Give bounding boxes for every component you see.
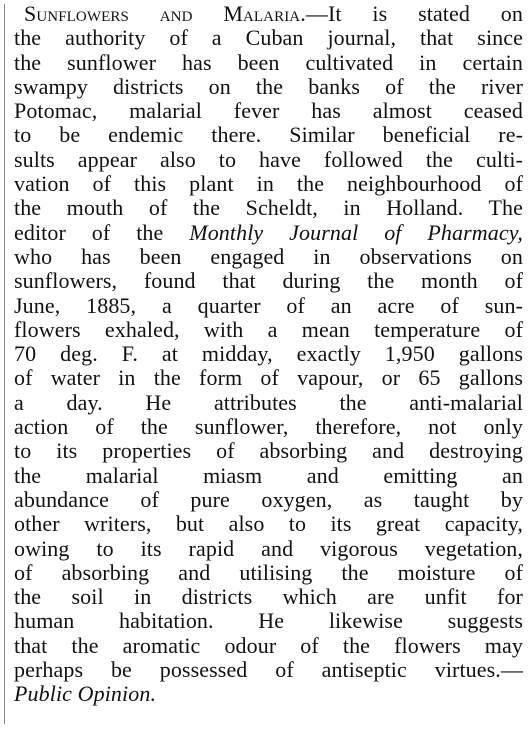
text-line: sunflowers, found that during the month of — [14, 269, 523, 294]
text-line: human habitation. He likewise suggests — [14, 609, 523, 634]
text-line: vation of this plant in the neighbourhood of — [14, 172, 523, 197]
text-line — [14, 221, 523, 245]
text-line: the soil in districts which are unfit for — [14, 585, 523, 610]
text-line: perhaps be possessed of antiseptic virtues.— — [14, 658, 523, 683]
text-line: to its properties of absorbing and destroying — [14, 439, 523, 464]
text-line: of water in the form of vapour, or 65 gallons — [14, 366, 523, 391]
text-line: the mouth of the Scheldt, in Holland. The — [14, 196, 523, 221]
text-line — [14, 682, 523, 706]
text-line: other writers, but also to its great capacity, — [14, 512, 523, 537]
text-line: to be endemic there. Similar beneficial re- — [14, 123, 523, 148]
text-line: flowers exhaled, with a mean temperature of — [14, 317, 523, 342]
journal-title: Monthly Journal of Pharmacy, — [189, 220, 523, 245]
text-line — [14, 2, 523, 26]
text-line: swampy districts on the banks of the river — [14, 74, 523, 99]
text-line: action of the sunflower, therefore, not only — [14, 415, 523, 440]
text-line: that the aromatic odour of the flowers may — [14, 633, 523, 658]
article-heading: Sunflowers and Malaria. — [24, 2, 306, 26]
text-line: the authority of a Cuban journal, that since — [14, 26, 523, 51]
text-line: 70 deg. F. at midday, exactly 1,950 gallons — [14, 342, 523, 367]
text-line: the malarial miasm and emitting an — [14, 463, 523, 488]
text-line: a day. He attributes the anti-malarial — [14, 390, 523, 415]
text-line: the sunflower has been cultivated in certain — [14, 50, 523, 75]
text-line: June, 1885, a quarter of an acre of sun- — [14, 293, 523, 318]
text-line: Potomac, malarial fever has almost ceased — [14, 99, 523, 124]
line-text: editor of the — [14, 220, 190, 245]
text-line: sults appear also to have followed the culti- — [14, 147, 523, 172]
text-line: abundance of pure oxygen, as taught by — [14, 487, 523, 512]
column-rule — [4, 4, 5, 724]
text-line: who has been engaged in observations on — [14, 244, 523, 269]
line-text: —It is stated on — [305, 2, 523, 26]
text-line: of absorbing and utilising the moisture of — [14, 560, 523, 585]
text-line: owing to its rapid and vigorous vegetation, — [14, 536, 523, 561]
source-attribution: Public Opinion. — [14, 682, 157, 707]
